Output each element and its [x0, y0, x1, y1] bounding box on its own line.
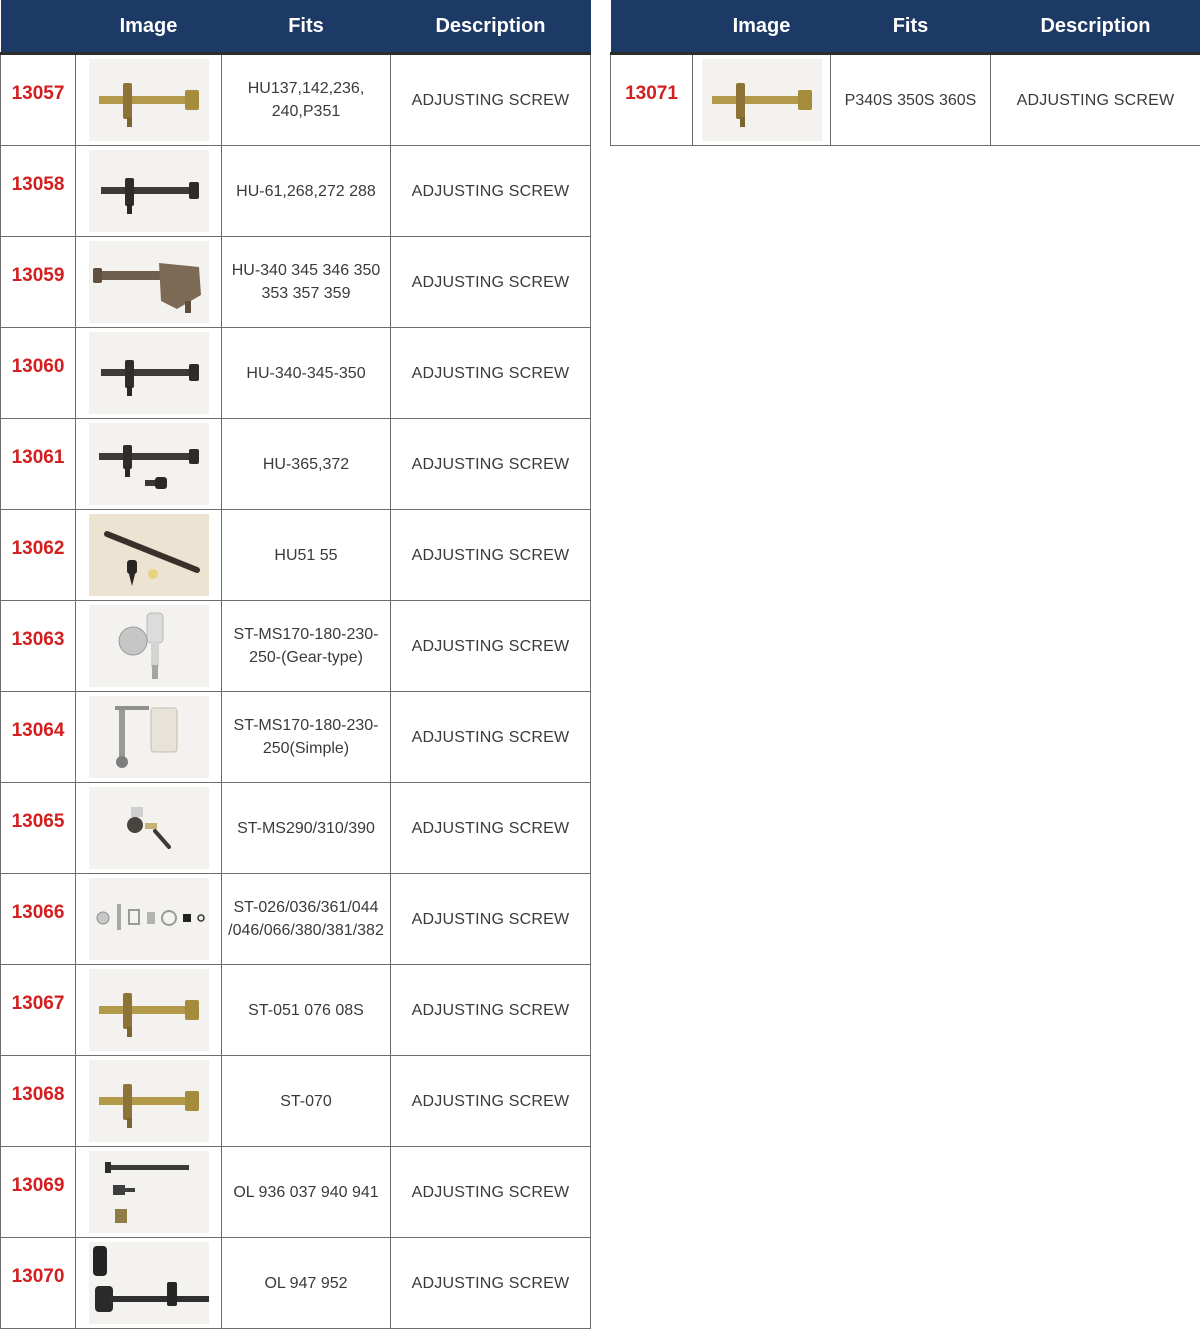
part-description: ADJUSTING SCREW	[391, 1147, 591, 1238]
tensioner-kit-icon	[89, 878, 209, 960]
part-fits: ST-051 076 08S	[222, 965, 391, 1056]
part-description: ADJUSTING SCREW	[391, 692, 591, 783]
part-image	[76, 874, 222, 965]
part-fits: HU137,142,236, 240,P351	[222, 54, 391, 146]
part-fits: OL 936 037 940 941	[222, 1147, 391, 1238]
part-row	[1, 54, 591, 146]
part-code: 13062	[1, 510, 76, 601]
part-description: ADJUSTING SCREW	[391, 1238, 591, 1329]
part-description: ADJUSTING SCREW	[391, 54, 591, 146]
part-code: 13070	[1, 1238, 76, 1329]
part-description: ADJUSTING SCREW	[991, 54, 1200, 146]
header-image: Image	[693, 0, 831, 54]
part-fits: ST-MS170-180-230-250(Simple)	[222, 692, 391, 783]
part-code: 13057	[1, 54, 76, 146]
part-fits: OL 947 952	[222, 1238, 391, 1329]
part-image	[693, 54, 831, 146]
parts-table-right	[610, 0, 1200, 146]
part-image	[76, 601, 222, 692]
part-fits: ST-MS170-180-230-250-(Gear-type)	[222, 601, 391, 692]
part-image	[76, 419, 222, 510]
part-code: 13071	[611, 54, 693, 146]
parts-table-left	[0, 0, 591, 1329]
adjusting-screw-dark-icon	[89, 332, 209, 414]
header-image: Image	[76, 0, 222, 54]
part-fits: ST-MS290/310/390	[222, 783, 391, 874]
part-code: 13065	[1, 783, 76, 874]
part-description: ADJUSTING SCREW	[391, 237, 591, 328]
part-image	[76, 965, 222, 1056]
parts-table-right-body	[611, 54, 1200, 146]
small-tensioner-icon	[89, 787, 209, 869]
part-fits: ST-070	[222, 1056, 391, 1147]
header-fits: Fits	[222, 0, 391, 54]
part-row	[1, 510, 591, 601]
part-code: 13060	[1, 328, 76, 419]
part-description: ADJUSTING SCREW	[391, 783, 591, 874]
header-description: Description	[391, 0, 591, 54]
part-description: ADJUSTING SCREW	[391, 328, 591, 419]
part-row	[1, 1238, 591, 1329]
part-image	[76, 237, 222, 328]
part-image	[76, 146, 222, 237]
part-code: 13068	[1, 1056, 76, 1147]
part-row	[1, 601, 591, 692]
part-image	[76, 1238, 222, 1329]
part-fits: HU-365,372	[222, 419, 391, 510]
part-image	[76, 783, 222, 874]
parts-table-left-body	[1, 54, 591, 1329]
part-code: 13059	[1, 237, 76, 328]
part-row	[1, 419, 591, 510]
part-row	[1, 874, 591, 965]
adjusting-screw-brass-icon	[89, 59, 209, 141]
simple-tensioner-icon	[89, 696, 209, 778]
adjusting-screw-with-cap-icon	[89, 1242, 209, 1324]
part-fits: HU-61,268,272 288	[222, 146, 391, 237]
part-code: 13066	[1, 874, 76, 965]
table-header-row	[1, 0, 591, 54]
part-fits: ST-026/036/361/044 /046/066/380/381/382	[222, 874, 391, 965]
part-row	[1, 237, 591, 328]
part-image	[76, 1147, 222, 1238]
adjusting-screw-with-nut-icon	[89, 423, 209, 505]
part-description: ADJUSTING SCREW	[391, 601, 591, 692]
adjusting-screw-brass-icon	[702, 59, 822, 141]
part-code: 13061	[1, 419, 76, 510]
header-description: Description	[991, 0, 1200, 54]
part-description: ADJUSTING SCREW	[391, 965, 591, 1056]
screw-kit-icon	[89, 1151, 209, 1233]
adjusting-screw-plate-icon	[89, 241, 209, 323]
gear-tensioner-icon	[89, 605, 209, 687]
part-image	[76, 692, 222, 783]
part-code: 13058	[1, 146, 76, 237]
adjusting-screw-dark-icon	[89, 150, 209, 232]
part-row	[611, 54, 1200, 146]
header-code	[1, 0, 76, 54]
part-row	[1, 146, 591, 237]
part-description: ADJUSTING SCREW	[391, 419, 591, 510]
part-row	[1, 1147, 591, 1238]
part-fits: P340S 350S 360S	[831, 54, 991, 146]
part-row	[1, 1056, 591, 1147]
part-image	[76, 328, 222, 419]
table-header-row	[611, 0, 1200, 54]
adjusting-screw-brass-icon	[89, 1060, 209, 1142]
part-image	[76, 54, 222, 146]
part-description: ADJUSTING SCREW	[391, 874, 591, 965]
part-fits: HU51 55	[222, 510, 391, 601]
part-row	[1, 965, 591, 1056]
header-code	[611, 0, 693, 54]
part-description: ADJUSTING SCREW	[391, 146, 591, 237]
adjusting-screw-beige-bg-icon	[89, 514, 209, 596]
part-code: 13067	[1, 965, 76, 1056]
part-row	[1, 783, 591, 874]
part-code: 13069	[1, 1147, 76, 1238]
part-row	[1, 692, 591, 783]
part-code: 13063	[1, 601, 76, 692]
part-description: ADJUSTING SCREW	[391, 1056, 591, 1147]
part-row	[1, 328, 591, 419]
part-code: 13064	[1, 692, 76, 783]
header-fits: Fits	[831, 0, 991, 54]
part-fits: HU-340-345-350	[222, 328, 391, 419]
adjusting-screw-brass-icon	[89, 969, 209, 1051]
part-description: ADJUSTING SCREW	[391, 510, 591, 601]
part-fits: HU-340 345 346 350 353 357 359	[222, 237, 391, 328]
part-image	[76, 1056, 222, 1147]
part-image	[76, 510, 222, 601]
